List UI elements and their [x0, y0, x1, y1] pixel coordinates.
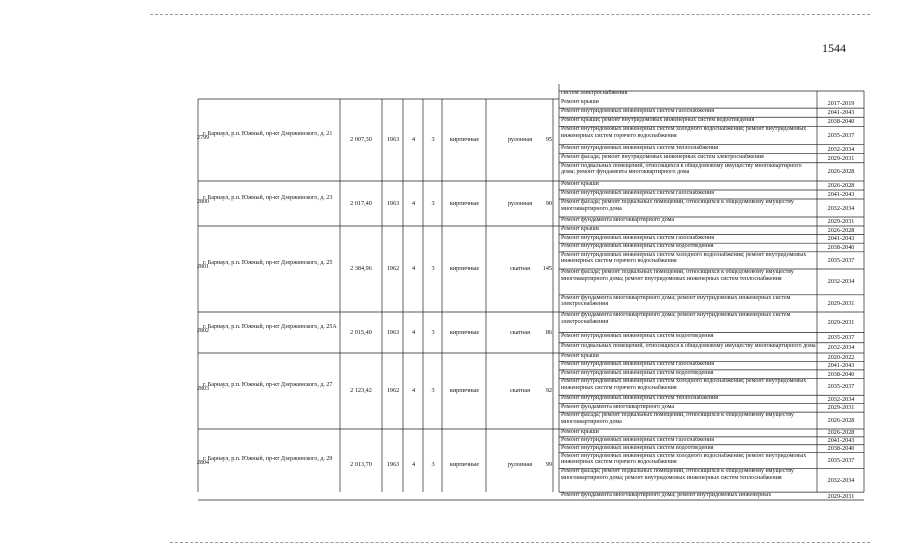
- roof-type: рулонная: [507, 199, 533, 207]
- building-year: 1963: [386, 460, 400, 468]
- work-period: 2026-2028: [827, 168, 855, 176]
- work-name: Ремонт внутридомовых инженерных систем холодного водоснабжения; ремонт внутридомовых инженерных систем горячего водоснабжения: [561, 452, 807, 466]
- wall-material: кирпичные: [449, 387, 480, 394]
- work-period: 2032-2034: [827, 476, 855, 484]
- building-floors: 4: [411, 387, 416, 394]
- work-period: 2041-2043: [827, 437, 855, 445]
- work-period: 2035-2037: [827, 334, 855, 342]
- work-name: Ремонт фасада; ремонт подвальных помещений, относящихся к общедомовому имуществу многоквартирного дома: [561, 412, 794, 425]
- building-floors: 4: [411, 265, 416, 272]
- work-period: 2029-2031: [827, 318, 855, 326]
- work-name: Ремонт подвальных помещений, относящихся к общедомовому имуществу многоквартирного дома; ремонт фундамента многоквартирного дома: [561, 162, 802, 176]
- work-period: 2026-2028: [827, 226, 855, 234]
- work-name-carryover: систем электроснабжения: [561, 90, 628, 96]
- work-name: Ремонт внутридомовых инженерных систем газоснабжения: [561, 108, 714, 115]
- work-period: 2038-2040: [827, 118, 855, 126]
- page-number: 1544: [822, 41, 846, 55]
- work-name: Ремонт фундамента многоквартирного дома; ремонт внутридомовых инженерных: [561, 492, 772, 499]
- work-period: 2029-2031: [827, 299, 855, 307]
- roof-type: рулонная: [507, 136, 533, 143]
- work-name: Ремонт крыши: [561, 353, 599, 359]
- work-period: 2032-2034: [827, 344, 855, 352]
- wear-value: 95: [545, 136, 552, 143]
- building-id: 2800: [197, 198, 209, 205]
- roof-type: скатная: [510, 387, 530, 394]
- wear-value: 92: [545, 387, 552, 394]
- work-name: Ремонт внутридомовых инженерных систем водоотведения: [561, 369, 714, 376]
- work-name: Ремонт крыши: [561, 181, 599, 187]
- building-id: 2802: [197, 327, 209, 334]
- work-name: Ремонт внутридомовых инженерных систем газоснабжения: [561, 436, 714, 443]
- building-entrances: 3: [431, 199, 435, 207]
- wall-material: кирпичные: [449, 328, 480, 336]
- work-name: Ремонт внутридомовых инженерных систем теплоснабжения: [561, 395, 718, 402]
- work-period: 2020-2022: [827, 353, 855, 361]
- work-period: 2035-2037: [827, 383, 855, 391]
- work-name: Ремонт крыши; ремонт внутридомовых инженерных систем водоотведения: [561, 117, 755, 124]
- building-address: г. Барнаул, р.п. Южный, пр-кт Дзержинского, д. 29: [203, 455, 333, 462]
- work-name: Ремонт внутридомовых инженерных систем холодного водоснабжения; ремонт внутридомовых инженерных систем горячего водоснабжения: [561, 126, 807, 139]
- building-area: 2 013,70: [350, 460, 372, 468]
- work-period: 2032-2034: [827, 204, 855, 212]
- work-name: Ремонт внутридомовых инженерных систем газоснабжения: [561, 361, 714, 368]
- work-name: Ремонт фундамента многоквартирного дома: [561, 217, 675, 223]
- work-period: 2035-2037: [827, 256, 855, 264]
- work-name: Ремонт крыши: [561, 99, 599, 105]
- wall-material: кирпичные: [449, 460, 480, 468]
- work-period: 2032-2034: [827, 278, 855, 286]
- work-name: Ремонт фасада; ремонт подвальных помещений, относящихся к общедомовому имуществу многоквартирного дома: [561, 199, 794, 212]
- work-name: Ремонт крыши: [561, 429, 599, 435]
- building-area: 2 123,42: [350, 387, 372, 394]
- building-floors: 4: [411, 199, 416, 207]
- work-period: 2041-2043: [827, 191, 855, 198]
- work-name: Ремонт внутридомовых инженерных систем водоотведения: [561, 444, 714, 451]
- work-period: 2017-2019: [827, 100, 855, 108]
- building-address: г. Барнаул, р.п. Южный, пр-кт Дзержинского, д. 27: [203, 382, 333, 388]
- building-address: г. Барнаул, р.п. Южный, пр-кт Дзержинского, д. 25: [203, 260, 333, 266]
- work-period: 2035-2037: [827, 457, 855, 465]
- work-period: 2029-2031: [827, 218, 855, 225]
- building-id: 2801: [197, 264, 209, 270]
- building-address: г. Барнаул, р.п. Южный, пр-кт Дзержинского, д. 23: [203, 194, 333, 201]
- work-period: 2029-2031: [827, 492, 855, 500]
- work-name: Ремонт внутридомовых инженерных систем водоотведения: [561, 243, 714, 250]
- work-name: Ремонт внутридомовых инженерных систем газоснабжения: [561, 234, 714, 241]
- work-period: 2029-2031: [827, 404, 855, 412]
- work-period: 2038-2040: [827, 244, 855, 251]
- building-area: 2 015,40: [350, 328, 372, 336]
- work-period: 2026-2028: [827, 417, 855, 425]
- work-period: 2038-2040: [827, 445, 855, 453]
- work-period: 2041-2043: [827, 109, 855, 117]
- wear-value: 90: [545, 199, 552, 207]
- roof-type: скатная: [510, 265, 530, 272]
- work-name: Ремонт фундамента многоквартирного дома; ремонт внутридомовых инженерных систем электроснабжения: [561, 312, 791, 325]
- work-period: 2035-2037: [827, 131, 855, 139]
- work-name: Ремонт фасада; ремонт внутридомовых инженерных систем электроснабжения: [561, 153, 764, 160]
- work-name: Ремонт внутридомовых инженерных систем водоотведения: [561, 332, 714, 339]
- wall-material: кирпичные: [449, 199, 480, 207]
- work-period: 2026-2028: [827, 182, 855, 189]
- building-address: г. Барнаул, р.п. Южный, пр-кт Дзержинского, д. 25А: [203, 323, 337, 330]
- building-entrances: 3: [431, 136, 435, 143]
- roof-type: рулонная: [507, 460, 533, 468]
- building-year: 1962: [386, 387, 400, 394]
- wall-material: кирпичные: [449, 136, 480, 143]
- building-entrances: 3: [431, 328, 435, 336]
- work-name: Ремонт внутридомовых инженерных систем холодного водоснабжения; ремонт внутридомовых инженерных систем горячего водоснабжения: [561, 251, 807, 265]
- wear-value: 145: [542, 265, 552, 272]
- building-address: г. Барнаул, р.п. Южный, пр-кт Дзержинского, д. 21: [203, 131, 333, 137]
- work-name: Ремонт фасада; ремонт подвальных помещений, относящихся к общедомовому имуществу многоквартирного дома; ремонт внутридомовых инженерных систем теплоснабжения: [561, 269, 794, 282]
- wear-value: 99: [545, 460, 552, 468]
- work-name: Ремонт внутридомовых инженерных систем теплоснабжения: [561, 144, 718, 151]
- building-entrances: 3: [431, 387, 435, 394]
- work-name: Ремонт фасада; ремонт подвальных помещений, относящихся к общедомовому имуществу многоквартирного дома; ремонт внутридомовых инженерных систем теплоснабжения: [561, 468, 794, 482]
- work-name: Ремонт внутридомовых инженерных систем холодного водоснабжения; ремонт внутридомовых инженерных систем горячего водоснабжения: [561, 378, 807, 391]
- work-period: 2041-2043: [827, 235, 855, 243]
- work-period: 2038-2040: [827, 370, 855, 378]
- work-name: Ремонт фундамента многоквартирного дома; ремонт внутридомовых инженерных систем электроснабжения: [561, 294, 791, 308]
- building-floors: 4: [411, 328, 416, 336]
- building-id: 2804: [197, 459, 209, 466]
- building-year: 1963: [386, 136, 400, 143]
- work-name: Ремонт крыши: [561, 226, 599, 232]
- wear-value: 86: [545, 328, 552, 336]
- building-id: 2799: [197, 135, 209, 141]
- work-period: 2032-2034: [827, 395, 855, 403]
- building-id: 2803: [197, 386, 209, 392]
- work-name: Ремонт подвальных помещений, относящихся к общедомовому имуществу многоквартирного дома: [561, 342, 816, 349]
- work-period: 2041-2043: [827, 362, 855, 370]
- work-period: 2026-2028: [827, 429, 855, 437]
- work-period: 2029-2031: [827, 154, 855, 162]
- work-name: Ремонт внутридомовых инженерных систем газоснабжения: [561, 190, 714, 196]
- building-year: 1963: [386, 199, 400, 207]
- building-floors: 4: [411, 460, 416, 468]
- work-period: 2032-2034: [827, 145, 855, 153]
- wall-material: кирпичные: [449, 265, 480, 272]
- building-area: 2 007,30: [350, 136, 372, 143]
- building-area: 2 384,96: [350, 265, 372, 272]
- work-name: Ремонт фундамента многоквартирного дома: [561, 403, 675, 410]
- building-year: 1962: [386, 265, 400, 272]
- roof-type: скатная: [510, 328, 530, 336]
- building-floors: 4: [411, 136, 416, 143]
- building-year: 1963: [386, 328, 400, 336]
- building-area: 2 017,40: [350, 199, 372, 207]
- building-entrances: 3: [431, 265, 435, 272]
- building-entrances: 3: [431, 460, 435, 468]
